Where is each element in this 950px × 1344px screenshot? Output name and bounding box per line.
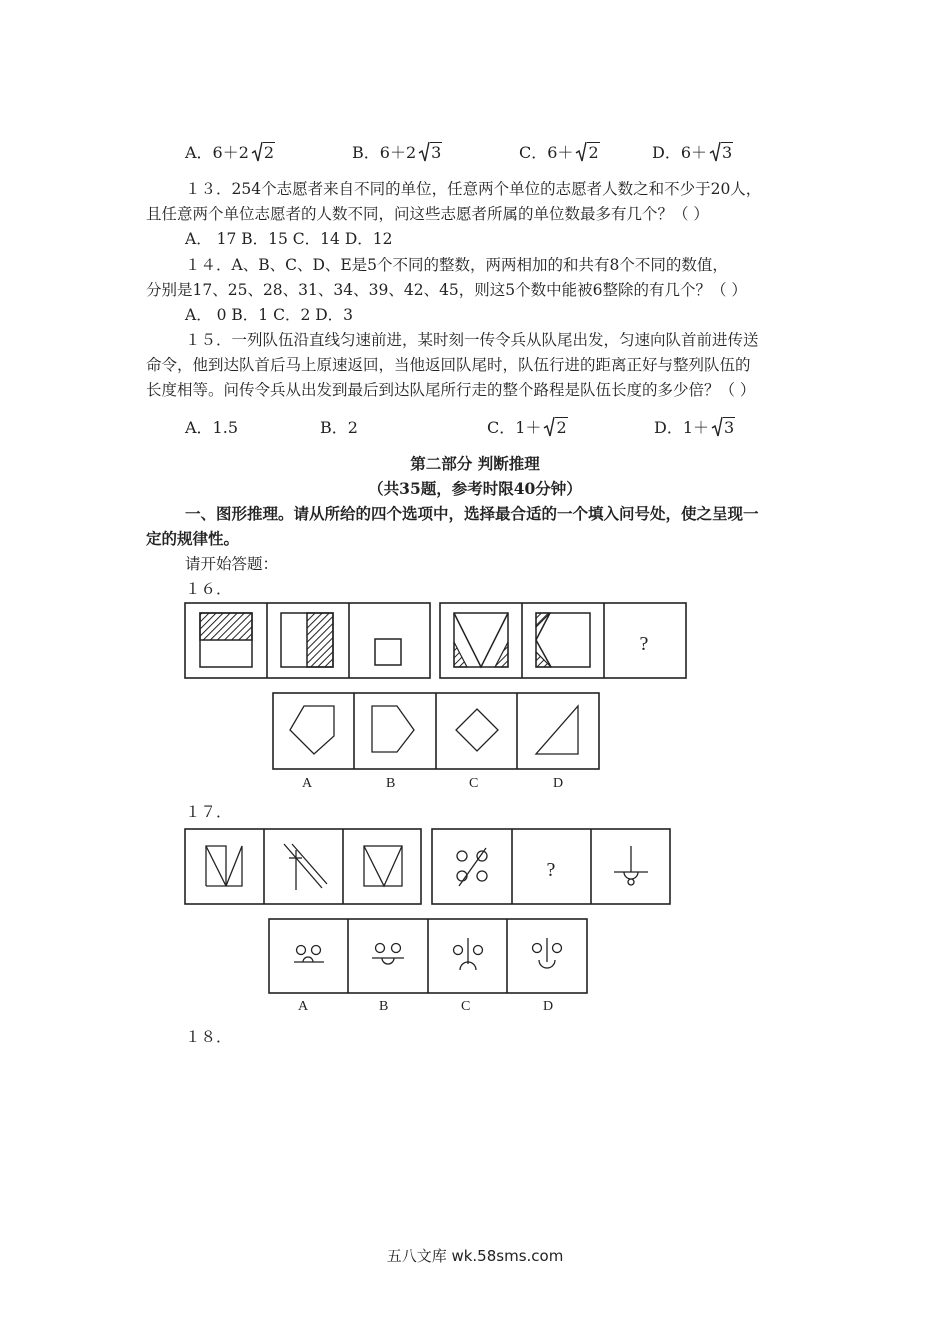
start-prompt: 请开始答题： — [185, 555, 279, 573]
q17-cell-3 — [364, 846, 402, 886]
sqrt-symbol — [575, 142, 599, 162]
q15-option-b: B．2 — [320, 418, 358, 437]
q17-cell-1 — [206, 846, 242, 886]
sqrt-symbol — [709, 142, 733, 162]
q18-number: １８． — [185, 1028, 232, 1046]
q16-question-mark: ? — [639, 633, 649, 655]
q16-cell-5 — [536, 613, 590, 667]
q17-label-c: C — [461, 999, 471, 1014]
q17-label-d: D — [543, 999, 554, 1014]
q15-line1: １５．一列队伍沿直线匀速前进，某时刻一传令兵从队尾出发，匀速向队首前进传送 — [185, 331, 759, 349]
part2-instruction-line2: 定的规律性。 — [146, 529, 240, 548]
q17-label-a: A — [298, 999, 309, 1014]
option-text: A．6＋2 — [185, 143, 249, 162]
q17-option-a-shape — [294, 946, 324, 963]
q14-line1: １４．A、B、C、D、E是5个不同的整数，两两相加的和共有8个不同的数值， — [185, 256, 728, 274]
q15-line2: 命令，他到达队首后马上原速返回，当他返回队尾时，队伍行进的距离正好与整列队伍的 — [146, 356, 751, 374]
q17-cell-2 — [284, 844, 327, 890]
q15-option-a: A．1.5 — [185, 418, 239, 437]
q16-option-d-shape — [536, 706, 578, 754]
q12-option-d — [652, 140, 733, 163]
q17-option-b-shape — [372, 944, 404, 965]
q16-stem-figure — [184, 602, 688, 680]
radicand: 2 — [556, 418, 567, 437]
radicand: 2 — [263, 143, 275, 162]
q17-number: １７． — [185, 803, 232, 821]
q13-options: A． 17 B．15 C．14 D．12 — [185, 230, 393, 248]
q16-cell-3 — [375, 639, 401, 665]
q12-option-b — [352, 140, 442, 163]
radicand: 3 — [724, 418, 735, 437]
q16-option-a-shape — [290, 706, 334, 754]
option-text: D．6＋ — [652, 143, 708, 162]
q13-line1: １３．254个志愿者来自不同的单位，任意两个单位的志愿者人数之和不少于20人， — [185, 180, 762, 198]
q15-option-c — [487, 415, 568, 438]
option-text: D．1＋ — [654, 418, 710, 437]
q15-line3: 长度相等。问传令兵从出发到最后到达队尾所行走的整个路程是队伍长度的多少倍？（ ） — [146, 381, 756, 399]
q17-option-c-shape — [454, 938, 483, 970]
sqrt-symbol — [418, 142, 442, 162]
q17-cell-6 — [614, 846, 648, 885]
q14-line2: 分别是17、25、28、31、34、39、42、45，则这5个数中能被6整除的有几个？（ ） — [146, 281, 747, 299]
q13-line2: 且任意两个单位志愿者的人数不同，问这些志愿者所属的单位数最多有几个？（ ） — [146, 205, 709, 223]
part2-instruction-line1: 一、图形推理。请从所给的四个选项中，选择最合适的一个填入问号处，使之呈现一 — [185, 504, 759, 523]
part2-subtitle: （共35题，参考时限40分钟） — [368, 479, 582, 498]
option-text: B．6＋2 — [352, 143, 417, 162]
q17-option-d-shape — [533, 938, 562, 968]
option-text: C．1＋ — [487, 418, 542, 437]
q12-option-c — [519, 140, 600, 163]
q16-number: １６． — [185, 580, 232, 598]
q16-options-figure — [272, 692, 602, 772]
sqrt-symbol — [543, 417, 567, 437]
footer-watermark: 五八文库 wk.58sms.com — [386, 1247, 564, 1265]
part2-title: 第二部分 判断推理 — [410, 454, 540, 473]
q16-cell-4 — [454, 613, 508, 667]
q16-option-b-shape — [372, 706, 414, 752]
sqrt-symbol — [251, 142, 275, 162]
q16-label-a: A — [302, 776, 313, 791]
q16-label-b: B — [386, 776, 396, 791]
q17-options-figure — [268, 918, 590, 996]
radicand: 3 — [431, 143, 442, 162]
q17-label-b: B — [379, 999, 389, 1014]
q15-option-d — [654, 415, 735, 438]
q16-option-c-shape — [456, 709, 498, 751]
q17-question-mark: ? — [546, 859, 556, 881]
q16-cell-1 — [200, 613, 252, 667]
sqrt-symbol — [711, 417, 735, 437]
q17-cell-4 — [457, 848, 487, 886]
radicand: 3 — [722, 143, 733, 162]
q16-label-d: D — [553, 776, 564, 791]
q14-options: A． 0 B．1 C．2 D．3 — [185, 306, 354, 324]
option-text: C．6＋ — [519, 143, 574, 162]
q12-option-a — [185, 140, 275, 163]
q17-stem-figure — [184, 828, 674, 906]
q16-cell-2 — [281, 613, 333, 667]
q16-label-c: C — [469, 776, 479, 791]
radicand: 2 — [588, 143, 599, 162]
